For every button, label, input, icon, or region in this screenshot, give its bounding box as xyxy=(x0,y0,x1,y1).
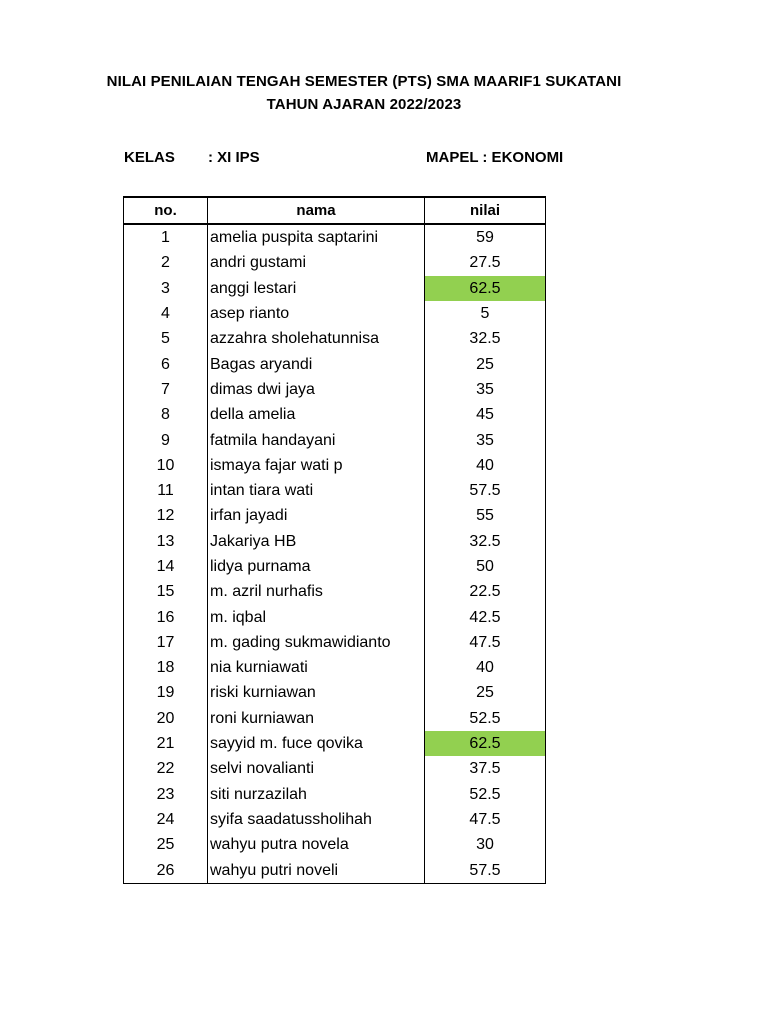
student-score: 55 xyxy=(425,503,546,528)
table-header-row xyxy=(124,197,546,224)
student-name: ismaya fajar wati p xyxy=(208,453,425,478)
student-name: syifa saadatussholihah xyxy=(208,807,425,832)
student-score: 52.5 xyxy=(425,706,546,731)
student-name: wahyu putri noveli xyxy=(208,857,425,883)
column-header-nilai: nilai xyxy=(425,197,546,224)
student-name: della amelia xyxy=(208,402,425,427)
student-name: siti nurzazilah xyxy=(208,782,425,807)
student-score: 5 xyxy=(425,301,546,326)
table-row xyxy=(124,224,546,250)
table-row xyxy=(124,706,546,731)
student-name: azzahra sholehatunnisa xyxy=(208,326,425,351)
table-row xyxy=(124,782,546,807)
student-score: 59 xyxy=(425,224,546,250)
row-number: 7 xyxy=(124,377,208,402)
student-name: roni kurniawan xyxy=(208,706,425,731)
row-number: 6 xyxy=(124,351,208,376)
student-name: irfan jayadi xyxy=(208,503,425,528)
student-score: 27.5 xyxy=(425,250,546,275)
student-name: Jakariya HB xyxy=(208,529,425,554)
student-score: 57.5 xyxy=(425,857,546,883)
table-row xyxy=(124,301,546,326)
student-name: andri gustami xyxy=(208,250,425,275)
student-score: 35 xyxy=(425,427,546,452)
row-number: 21 xyxy=(124,731,208,756)
table-row xyxy=(124,529,546,554)
table-row xyxy=(124,554,546,579)
kelas-label: KELAS xyxy=(124,149,175,166)
student-name: m. gading sukmawidianto xyxy=(208,630,425,655)
column-header-no: no. xyxy=(124,197,208,224)
row-number: 19 xyxy=(124,680,208,705)
table-row xyxy=(124,326,546,351)
row-number: 11 xyxy=(124,478,208,503)
student-score: 62.5 xyxy=(425,276,546,301)
row-number: 18 xyxy=(124,655,208,680)
student-name: m. azril nurhafis xyxy=(208,579,425,604)
student-score: 57.5 xyxy=(425,478,546,503)
row-number: 24 xyxy=(124,807,208,832)
student-name: anggi lestari xyxy=(208,276,425,301)
row-number: 23 xyxy=(124,782,208,807)
row-number: 12 xyxy=(124,503,208,528)
table-row xyxy=(124,832,546,857)
student-score: 47.5 xyxy=(425,630,546,655)
table-row xyxy=(124,478,546,503)
table-row xyxy=(124,655,546,680)
row-number: 22 xyxy=(124,756,208,781)
table-row xyxy=(124,756,546,781)
document-subtitle: TAHUN AJARAN 2022/2023 xyxy=(266,96,462,113)
table-row xyxy=(124,453,546,478)
table-row xyxy=(124,377,546,402)
student-name: asep rianto xyxy=(208,301,425,326)
row-number: 20 xyxy=(124,706,208,731)
student-name: wahyu putra novela xyxy=(208,832,425,857)
student-score: 32.5 xyxy=(425,326,546,351)
student-name: m. iqbal xyxy=(208,604,425,629)
student-name: nia kurniawati xyxy=(208,655,425,680)
table-row xyxy=(124,857,546,883)
row-number: 4 xyxy=(124,301,208,326)
student-score: 40 xyxy=(425,655,546,680)
row-number: 8 xyxy=(124,402,208,427)
student-score: 30 xyxy=(425,832,546,857)
student-name: Bagas aryandi xyxy=(208,351,425,376)
table-row xyxy=(124,250,546,275)
table-row xyxy=(124,731,546,756)
table-row xyxy=(124,579,546,604)
row-number: 16 xyxy=(124,604,208,629)
student-name: sayyid m. fuce qovika xyxy=(208,731,425,756)
student-score: 35 xyxy=(425,377,546,402)
student-name: intan tiara wati xyxy=(208,478,425,503)
table-row xyxy=(124,680,546,705)
student-name: selvi novalianti xyxy=(208,756,425,781)
table-row xyxy=(124,630,546,655)
student-name: lidya purnama xyxy=(208,554,425,579)
table-row xyxy=(124,807,546,832)
student-score: 37.5 xyxy=(425,756,546,781)
student-score: 22.5 xyxy=(425,579,546,604)
row-number: 25 xyxy=(124,832,208,857)
student-score: 32.5 xyxy=(425,529,546,554)
row-number: 9 xyxy=(124,427,208,452)
student-name: fatmila handayani xyxy=(208,427,425,452)
student-score: 45 xyxy=(425,402,546,427)
student-score: 50 xyxy=(425,554,546,579)
row-number: 2 xyxy=(124,250,208,275)
student-name: dimas dwi jaya xyxy=(208,377,425,402)
row-number: 26 xyxy=(124,857,208,883)
student-score: 52.5 xyxy=(425,782,546,807)
row-number: 3 xyxy=(124,276,208,301)
row-number: 1 xyxy=(124,224,208,250)
student-score: 42.5 xyxy=(425,604,546,629)
student-score: 40 xyxy=(425,453,546,478)
table-row xyxy=(124,276,546,301)
table-row xyxy=(124,503,546,528)
column-header-nama: nama xyxy=(208,197,425,224)
row-number: 13 xyxy=(124,529,208,554)
row-number: 10 xyxy=(124,453,208,478)
row-number: 17 xyxy=(124,630,208,655)
row-number: 14 xyxy=(124,554,208,579)
student-score: 25 xyxy=(425,680,546,705)
student-name: riski kurniawan xyxy=(208,680,425,705)
table-row xyxy=(124,351,546,376)
student-score: 25 xyxy=(425,351,546,376)
document-title: NILAI PENILAIAN TENGAH SEMESTER (PTS) SMA MAARIF1 SUKATANI xyxy=(106,73,622,90)
student-score: 62.5 xyxy=(425,731,546,756)
mapel-label: MAPEL : EKONOMI xyxy=(426,149,564,166)
row-number: 15 xyxy=(124,579,208,604)
kelas-value: : XI IPS xyxy=(208,149,260,166)
student-name: amelia puspita saptarini xyxy=(208,224,425,250)
student-score: 47.5 xyxy=(425,807,546,832)
grades-table xyxy=(123,196,546,884)
table-row xyxy=(124,604,546,629)
table-row xyxy=(124,402,546,427)
row-number: 5 xyxy=(124,326,208,351)
table-row xyxy=(124,427,546,452)
